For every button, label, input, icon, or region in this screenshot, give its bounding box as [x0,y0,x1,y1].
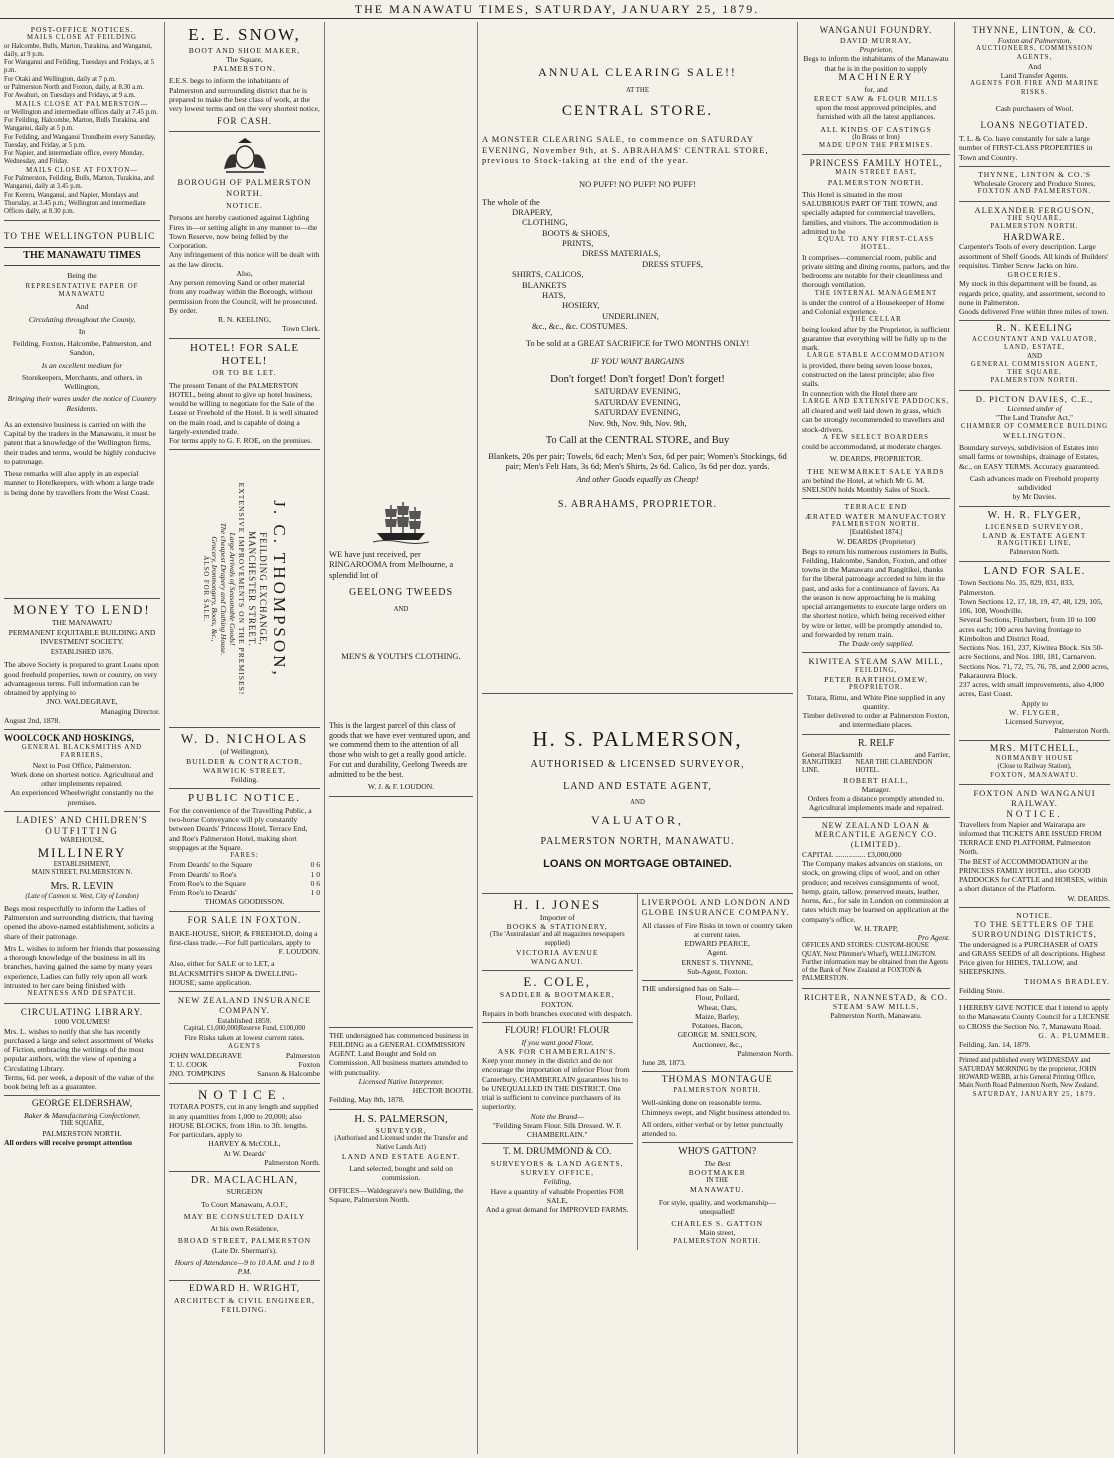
thynne-linton-ad: THYNNE, LINTON, & CO. Foxton and Palmerston, AUCTIONEERS, COMMISSION AGENTS, And Land Transfer Agents. AGENTS FOR FIRE AND MARINE RISKS. Cash purchasers of Wool. LOANS NEGOTIATED. T. L. & Co. have constantly for sale a large number of FIRST-CLASS PROPERTIES in Town and Country. [959,22,1110,167]
ship-icon [371,499,431,545]
wellington-public-ad: TO THE WELLINGTON PUBLIC THE MANAWATU TIMES Being the REPRESENTATIVE PAPER OF MANAWATU And Circulating throughout the County, In Feilding, Foxton, Halcombe, Palmerston, and Sandon, Is an excellent medium for Storekeepers, Merchants, and others, in Wellington, Bringing their wares under the notice of Country Residents. As an extensive business is carried on with the Capital by the traders in the Manawatu, it must be patent that a knowledge of the Wellington firms, their trades and terms, would be highly conducive to patronage. These remarks will also apply in an especial manner to Hotelkeepers, with whom a large trade is being done by travellers from the West Coast. [4,221,160,599]
masthead: THE MANAWATU TIMES, SATURDAY, JANUARY 25, 1879. [0,2,1114,19]
gatton-ad: WHO'S GATTON? The Best BOOTMAKER IN THE MANAWATU. For style, quality, and workmanship—unequalled! CHARLES S. GATTON Main street, PALMERSTON NORTH. [658,1146,776,1245]
railway-notice-ad: FOXTON AND WANGANUI RAILWAY. NOTICE. Travellers from Napier and Wairarapa are informed that TICKETS ARE ISSUED FROM TERRACE END PLATFORM, Palmerston North. The BEST of ACCOMMODATION at the PRINCESS FAMILY HOTEL, also GOOD PADDOCKS for CATTLE and HORSES, within a short distance of the Platform. W. DEARDS. [959,785,1110,908]
woolcock-ad: WOOLCOCK AND HOSKINGS, GENERAL BLACKSMITHS AND FARRIERS, Next to Post Office, Palmerston. Work done on shortest notice. Agricultural and other implements repaired. An experienced Wheelwright constantly no the premises. [4,730,160,812]
money-to-lend-ad: MONEY TO LEND! THE MANAWATU PERMANENT EQUITABLE BUILDING AND INVESTMENT SOCIETY. ESTABLISHED 1876. The above Society is prepared to grant Loans upon good freehold properties, town or country, on very advantageous terms. Full information can be obtained by applying to JNO. WALDEGRAVE, Managing Director. August 2nd, 1878. [4,599,160,730]
post-office-notices [4,22,160,221]
totara-notice-ad: NOTICE. TOTARA POSTS, cut in any length and supplied in any quantities from 1,000 to 20,000; also HOUSE BLOCKS, from 18in. to 3ft. lengths. For particulars, apply to HARVEY & McCOLL, At W. Deards' Palmerston North. [169,1084,320,1173]
cole-ad: E. COLE, SADDLER & BOOTMAKER, FOXTON. Repairs in both branches executed with despatch. [482,971,633,1023]
davies-ad: D. PICTON DAVIES, C.E., Licensed under of "The Land Transfer Act," CHAMBER OF COMMERCE BUILDING WELLINGTON. Boundary surveys, subdivision of Estates into small farms or townships, drainage of Estates, &c., on EASY TERMS. Accuracy guaranteed. Cash advances made on Freehold property subdivided by Mr Davies. [959,391,1110,507]
paper-name: THE MANAWATU TIMES [4,247,160,265]
keeling-ad: R. N. KEELING ACCOUNTANT AND VALUATOR, LAND, ESTATE, AND GENERAL COMMISSION AGENT, THE SQUARE, PALMERSTON NORTH. [959,321,1110,390]
column-5 [798,22,955,1454]
imprint: Printed and published every WEDNESDAY and SATURDAY MORNING by the proprietor, JOHN HOWARD WEBB, at his General Printing Office, Main North Road Palmerston North, New Zealand. SATURDAY, JANUARY 25, 1879. [959,1057,1099,1098]
settlers-notice-ad: NOTICE. TO THE SETTLERS OF THE SURROUNDING DISTRICTS, The undersigned is a PURCHASER of OATS and GRASS SEEDS of all descriptions. Highest Price given for HIDES, TALLOW, and SHEEPSKINS. THOMAS BRADLEY. Feilding Store. [959,908,1110,1000]
public-head: TO THE WELLINGTON PUBLIC [4,231,156,242]
plummer-notice-ad: I HEREBY GIVE NOTICE that I intend to apply to the Manawatu County Council for a LICENSE to CROSS the Section No. 7, Manawatu Road. G. A. PLUMMER. Feilding, Jan. 14, 1879. [959,1000,1110,1054]
palmerson-surveyor-ad: H. S. PALMERSON, SURVEYOR, (Authorised and Licensed under the Transfer and Native Lands Act) LAND AND ESTATE AGENT. Land selected, bought and sold on commission. OFFICES—Waldegrave's new Building, the Square, Palmerston North. [329,1112,468,1204]
aerated-water-ad: TERRACE END ÆRATED WATER MANUFACTORY PALMERSTON NORTH. [Established 1874.] W. DEARDS (Proprietor) Begs to return his numerous customers in Bulls, Feilding, Halcombe, Sandon, Foxton, and other towns in the Manawatu and Rangitikei, thanks for the liberal patronage accorded to him in the past, and asks for a continuance of favors. As the season is now approaching he is making special arrangements to execute large orders on the shortest notice, which being received either by wire or letter, will be promptly attended to, and forwarded by return train. The Trade only supplied. [802,499,950,653]
wright-ad: EDWARD H. WRIGHT, ARCHITECT & CIVIL ENGINEER, FEILDING. [174,1284,315,1315]
palmerson-main-ad: H. S. PALMERSON, AUTHORISED & LICENSED SURVEYOR, LAND AND ESTATE AGENT, AND VALUATOR, PALMERSTON NORTH, MANAWATU. LOANS ON MORTGAGE OBTAINED. [482,694,793,894]
relf-ad: R. RELF General Blacksmith and Farrier, RANGITIKEI LINE. NEAR THE CLARENDON HOTEL. ROBERT HALL, Manager. Orders from a distance promptly attended to. Agricultural implements made and repaired. [802,735,950,818]
public-notice-ad: PUBLIC NOTICE. For the convenience of the Travelling Public, a two-horse Conveyance will ply constantly between Deards' Princess Hotel, Terrace End, and Roe's Palmerston Hotel, making short stoppages at the Square. FARES: From Deards' to the Square 0 6 From Deards' to Roe's 1 0 From Roe's to the Square 0 6 From Roe's to Deards' 1 0 THOMAS GOODISSON. [169,789,320,911]
money-head: MONEY TO LEND! [13,602,151,618]
post-office-title: POST-OFFICE NOTICES. [30,25,134,34]
montague-ad: THOMAS MONTAGUE PALMERSTON NORTH. Well-sinking done on reasonable terms. Chimneys swept, and Night business attended to. All orders, either verbal or by letter punctually attended to. [642,1072,794,1143]
flyger-ad: W. H. R. FLYGER, LICENSED SURVEYOR, LAND & ESTATE AGENT RANGITIKEI LINE, Palmerston North. [959,507,1110,562]
princess-hotel-ad: PRINCESS FAMILY HOTEL, MAIN STREET EAST, PALMERSTON NORTH. This Hotel is situated in the most SALUBRIOUS PART OF THE TOWN, and specially adapted for commercial travellers, families, and visitors. The accommodation is admitted to be EQUAL TO ANY FIRST-CLASS HOTEL. It comprises—commercial room, public and private sitting and dining rooms, parlors, and the bedrooms are notable for their cleanliness and thorough ventilation. THE INTERNAL MANAGEMENT is under the control of a Housekeeper of Home and Colonial experience. THE CELLAR being looked after by the Proprietor, is sufficient guarantee that everything will be fully up to the mark. LARGE STABLE ACCOMMODATION is provided, there being seven loose boxes, constructed on the latest principle; also five stalls. In connection with the Hotel there are LARGE AND EXTENSIVE PADDOCKS, all cleared and well laid down in grass, which can be strongly recommended to travellers and stock-drivers. A FEW SELECT BOARDERS could be accommodated, at moderate charges. W. DEARDS, PROPRIETOR. THE NEWMARKET SALE YARDS are behind the Hotel, at which Mr G. M. SNELSON holds Monthly Sales of Stock. [802,155,950,499]
clearing-sale-ad: ANNUAL CLEARING SALE!! AT THE CENTRAL STORE. A MONSTER CLEARING SALE, to commence on SATURDAY EVENING, November 9th, at S. ABRAHAMS' CENTRAL STORE, previous to Stock-taking at the end of the year. NO PUFF! NO PUFF! NO PUFF! The whole of the DRAPERY, CLOTHING, BOOTS & SHOES, PRINTS, DRESS MATERIALS, DRESS STUFFS, SHIRTS, CALICOS, BLANKETS HATS, HOSIERY, UNDERLINEN, &c., &c., &c. COSTUMES. To be sold at a GREAT SACRIFICE for TWO MONTHS ONLY! IF YOU WANT BARGAINS Don't forget! Don't forget! Don't forget! SATURDAY EVENING, SATURDAY EVENING, SATURDAY EVENING, Nov. 9th, Nov. 9th, Nov. 9th, To Call at the CENTRAL STORE, and Buy Blankets, 20s per pair; Towels, 6d each; Men's Sox, 6d per pair; Women's Stockings, 6d pair; Men's Felt Hats, 3s 6d; Men's Shirts, 2s 6d. Calico, 3s 6d per doz. yards. And other Goods equally as Cheap! S. ABRAHAMS, PROPRIETOR. [482,22,793,694]
snelson-ad: THE undersigned has on Sale— Flour, Pollard, Wheat, Oats, Maize, Barley, Potatoes, Bacon, GEORGE M. SNELSON, Auctioneer, &c., Palmerston North. June 28, 1873. [642,981,794,1072]
liverpool-insurance-ad: LIVERPOOL AND LONDON AND GLOBE INSURANCE COMPANY. All classes of Fire Risks in town or country taken at current rates. EDWARD PEARCE, Agent. ERNEST S. THYNNE, Sub-Agent, Foxton. [642,894,794,981]
geelong-tweeds-ad: WE have just received, per RINGAROOMA from Melbourne, a splendid lot of GEELONG TWEEDS AND MEN'S & YOUTH'S CLOTHING. This is the largest parcel of this class of goods that we have ever ventured upon, and we commend them to the attention of all those who wish to get a really good article. For cut and durability, Geelong Tweeds are admitted to be the best. W. J. & F. LOUDON. [329,492,473,797]
thompson-ad: J. C. THOMPSON, FEILDING EXCHANGE, MANCHESTER STREET. EXTENSIVE IMPROVEMENTS ON THE PREMISES! Large Arrivals of Seasonable Goods! The cheapest Drapery and Clothing House. Grocery, Ironmongery, Boots, &c., ALSO FOR SALE. [169,450,320,728]
mitchell-ad: MRS. MITCHELL, NORMANBY HOUSE (Close to Railway Station), FOXTON, MANAWATU. [959,741,1110,785]
royal-crest-icon [218,137,272,175]
drummond-ad: T. M. DRUMMOND & CO. SURVEYORS & LAND AGENTS, SURVEY OFFICE, Feilding, Have a quantity of valuable Properties FOR SALE, And a great demand for IMPROVED FARMS. [485,1147,629,1215]
ladies-outfitting-ad: LADIES' AND CHILDREN'S OUTFITTING WAREHOUSE, MILLINERY ESTABLISHMENT, MAIN STREET, PALMERSTON N. Mrs. R. LEVIN (Late of Cannon st. West, City of London) Begs most respectfully to inform the Ladies of Palmerston and surrounding districts, that having opened the above-named establishment, solicits a share of their patronage. Mrs L. wishes to inform her friends that possessing a thorough knowledge of the business in all its branches, having gained the same by many years experience, Ladies can fully rely upon all work intrusted to her care being finished with NEATNESS AND DESPATCH. [4,812,160,1004]
borough-notice-ad: BOROUGH OF PALMERSTON NORTH. NOTICE. Persons are hereby cautioned against Lighting Fires in—or setting alight in any manner to—the Town Reserve, now being felled by the Corporation. Any infringement of this notice will be dealt with as the law directs. Also, Any person removing Sand or other material from any roadway within the Borough, without permission from the Council, will be prosecuted. By order. R. N. KEELING, Town Clerk. [169,132,320,338]
ferguson-ad: ALEXANDER FERGUSON, THE SQUARE, PALMERSTON NORTH. HARDWARE. Carpenter's Tools of every description. Large assortment of Shelf Goods. All kinds of Builders' requisites. Timber Screw Jacks on hire. GROCERIES. My stock in this department will be found, as regards price, quality, and assortment, second to none in Palmerston. Goods delivered Free within three miles of town. [959,202,1110,322]
thynne-grocery-ad: THYNNE, LINTON & CO.'S Wholesale Grocery and Produce Stores, FOXTON AND PALMERSTON. [959,167,1110,202]
flour-ad: FLOUR! FLOUR! FLOUR If you want good Flour, ASK FOR CHAMBERLAIN'S. Keep your money in the district and do not encourage the importation of inferior Flour from Canterbury. CHAMBERLAIN guarantees his to be UNEQUALLED IN THE DISTRICT. One trial is sufficient to convince purchasers of its superiority. Note the Brand— "Feilding Steam Flour. Silk Dressed. W. F. CHAMBERLAIN." [482,1023,633,1144]
hotel-sale-ad: HOTEL! FOR SALE HOTEL! OR TO BE LET. The present Tenant of the PALMERSTON HOTEL, being about to give up hotel business, would be willing to negotiate for the Sale of the Lease or Freehold of the Hotel. It is well situated on the main road, and is capable of doing a largely-extended trade. For terms apply to G. F. ROE, on the premises. [169,339,320,451]
land-for-sale-ad: LAND FOR SALE. Town Sections No. 35, 829, 831, 833, Palmerston. Town Sections 12, 17, 18, 19, 47, 48, 129, 105, 106, 108, Woodville. Several Sections, Fitzherbert, from 10 to 100 acres each; 100 acres having frontage to Kimbolton and District Road. Sections Nos. 161, 237, Kiwitea Block. Six 50-acre Sections, and Nos. 180, 181, Carnarvon. Sections Nos. 71, 72, 75, 76, 78, and 2,000 acres, Pakaraurera Block. 237 acres, with small improvements, also 4,000 acres, East Coast. Apply to W. FLYGER, Licensed Surveyor, Palmerston North. [959,562,1110,741]
library-ad: CIRCULATING LIBRARY. 1000 VOLUMES! Mrs. L. wishes to notify that she has recently purchased a large and select assortment of Works of Fiction, embracing the writings of the most popular authors, with the view of opening a Circulating Library. Terms, 6d. per week, a deposit of the value of the book being left as a guarantee. [4,1004,160,1097]
column-1 [0,22,165,1454]
column-3 [325,22,478,1454]
col4-lower [482,894,793,1250]
maclachlan-ad: DR. MACLACHLAN, SURGEON To Court Manawatu, A.O.F., MAY BE CONSULTED DAILY At his own Residence, BROAD STREET, PALMERSTON (Late Dr. Sherman's). Hours of Attendance—9 to 10 A.M. and 1 to 8 P.M. [169,1172,320,1281]
kiwitea-ad: KIWITEA STEAM SAW MILL, FEILDING, PETER BARTHOLOMEW, PROPRIETOR. Totara, Rimu, and White Pine supplied in any quantity. Timber delivered to order at Palmerston Foxton, and intermediate places. [802,653,950,734]
column-2 [165,22,325,1454]
nz-insurance-ad: NEW ZEALAND INSURANCE COMPANY. Established 1859. Capital, £1,000,000|Reserve Fund, £100,000 Fire Risks taken at lowest current rates. AGENTS JOHN WALDEGRAVE Palmerston T. U. COOK Foxton JNO. TOMPKINS Sanson & Halcombe [169,992,320,1084]
jones-ad: H. I. JONES Importer of BOOKS & STATIONERY, (The 'Australasian' and all magazines newspapers supplied) VICTORIA AVENUE WANGANUI. [482,894,633,971]
eldershaw-ad: GEORGE ELDERSHAW, Baker & Manufacturing Confectioner, THE SQUARE, PALMERSTON NORTH. All orders will receive prompt attention [4,1099,140,1147]
column-4 [478,22,798,1454]
foxton-sale-ad: FOR SALE IN FOXTON. BAKE-HOUSE, SHOP, & FREEHOLD, doing a first-class trade.—For full particulars, apply to F. LOUDON. Also, either for SALE or to LET, a BLACKSMITH'S SHOP & DWELLING-HOUSE; same application. [169,912,320,992]
column-6 [955,22,1114,1454]
nz-loan-ad: NEW ZEALAND LOAN & MERCANTILE AGENCY CO. (LIMITED). CAPITAL ................ £3,000,000 The Company makes advances on stations, on stock, on growing clips of wool, and on other produce; and receives consignments of wool, hemp, grain, tallow, preserved meats, leather, horns, &c., for sale in London on commission at rates which may be learned on application at the company's office. W. H. TRAPP, Pro Agent. OFFICES AND STORES: CUSTOM-HOUSE QUAY, Next Plimmer's Wharf), WELLINGTON. Further information may be obtained from the Agents of the Bank of New Zealand at FOXTON & PALMERSTON. [802,818,950,989]
booth-ad: THE undersigned has commenced business in FEILDING as a GENERAL COMMISSION AGENT. Land Bought and Sold on Commission. All business matters attended to with punctuality. Licensed Native Interpreter. HECTOR BOOTH. Feilding, May 8th, 1878. [329,1027,473,1110]
goods-list: DRAPERY, CLOTHING, BOOTS & SHOES, PRINTS, DRESS MATERIALS, DRESS STUFFS, SHIRTS, CALICOS, BLANKETS HATS, HOSIERY, UNDERLINEN, &c., &c., &c. COSTUMES. [512,207,703,331]
post-lines: MAILS CLOSE AT FEILDING or Halcombe, Bulls, Marton, Turakina, and Wanganui, daily, at 9 p.m. For Wanganui and Feilding, Tuesdays and Fridays, at 5 p.m. For Otaki and Wellington, daily at 7 p.m. or Palmerston North and Foxton, daily, at 8.30 a.m. For Awahuri, on Tuesdays and Fridays, at 9 a.m. MAILS CLOSE AT PALMERSTON— or Wellington and intermediate offices daily at 7.45 p.m. For Feilding, Halcombe, Marton, Bulls Turakina, and Wanganui, daily at 5 p.m. For Feilding, and Wanganui Trondheim every Saturday, Tuesday, and Friday, at 5 p.m. For Napier, and intermediate office, every Monday, Wednesday, and Friday. MAILS CLOSE AT FOXTON— For Palmerston, Feilding, Bulls, Marton, Turakina, and Wanganui, daily at 3.45 p.m. For Kereru, Wanganui, and Napier, Mondays and Thursday, at 3.45 p.m.; Wellington and intermediate Offices daily, at 8.30 p.m. [4,34,158,216]
richter-ad: RICHTER, NANNESTAD, & CO. STEAM SAW MILLS, Palmerston North, Manawatu. [804,991,948,1021]
wanganui-foundry-ad: WANGANUI FOUNDRY. DAVID MURRAY, Proprietor, Begs to inform the inhabitants of the Manawatu that he is in the position to supply MACHINERY for, and ERECT SAW & FLOUR MILLS upon the most approved principles, and furnished with all the latest appliances. ALL KINDS OF CASTINGS (In Brass or Iron) MADE UPON THE PREMISES. [802,22,950,155]
snow-ad: E. E. SNOW, BOOT AND SHOE MAKER, The Square, PALMERSTON. E.E.S. begs to inform the inhabitants of Palmerston and surrounding district that he is prepared to make the best class of work, at the very lowest terms and on the very shortest notice, FOR CASH. [169,22,320,132]
nicholas-ad: W. D. NICHOLAS (of Wellington), BUILDER & CONTRACTOR, WARWICK STREET, Feilding. [169,728,320,789]
